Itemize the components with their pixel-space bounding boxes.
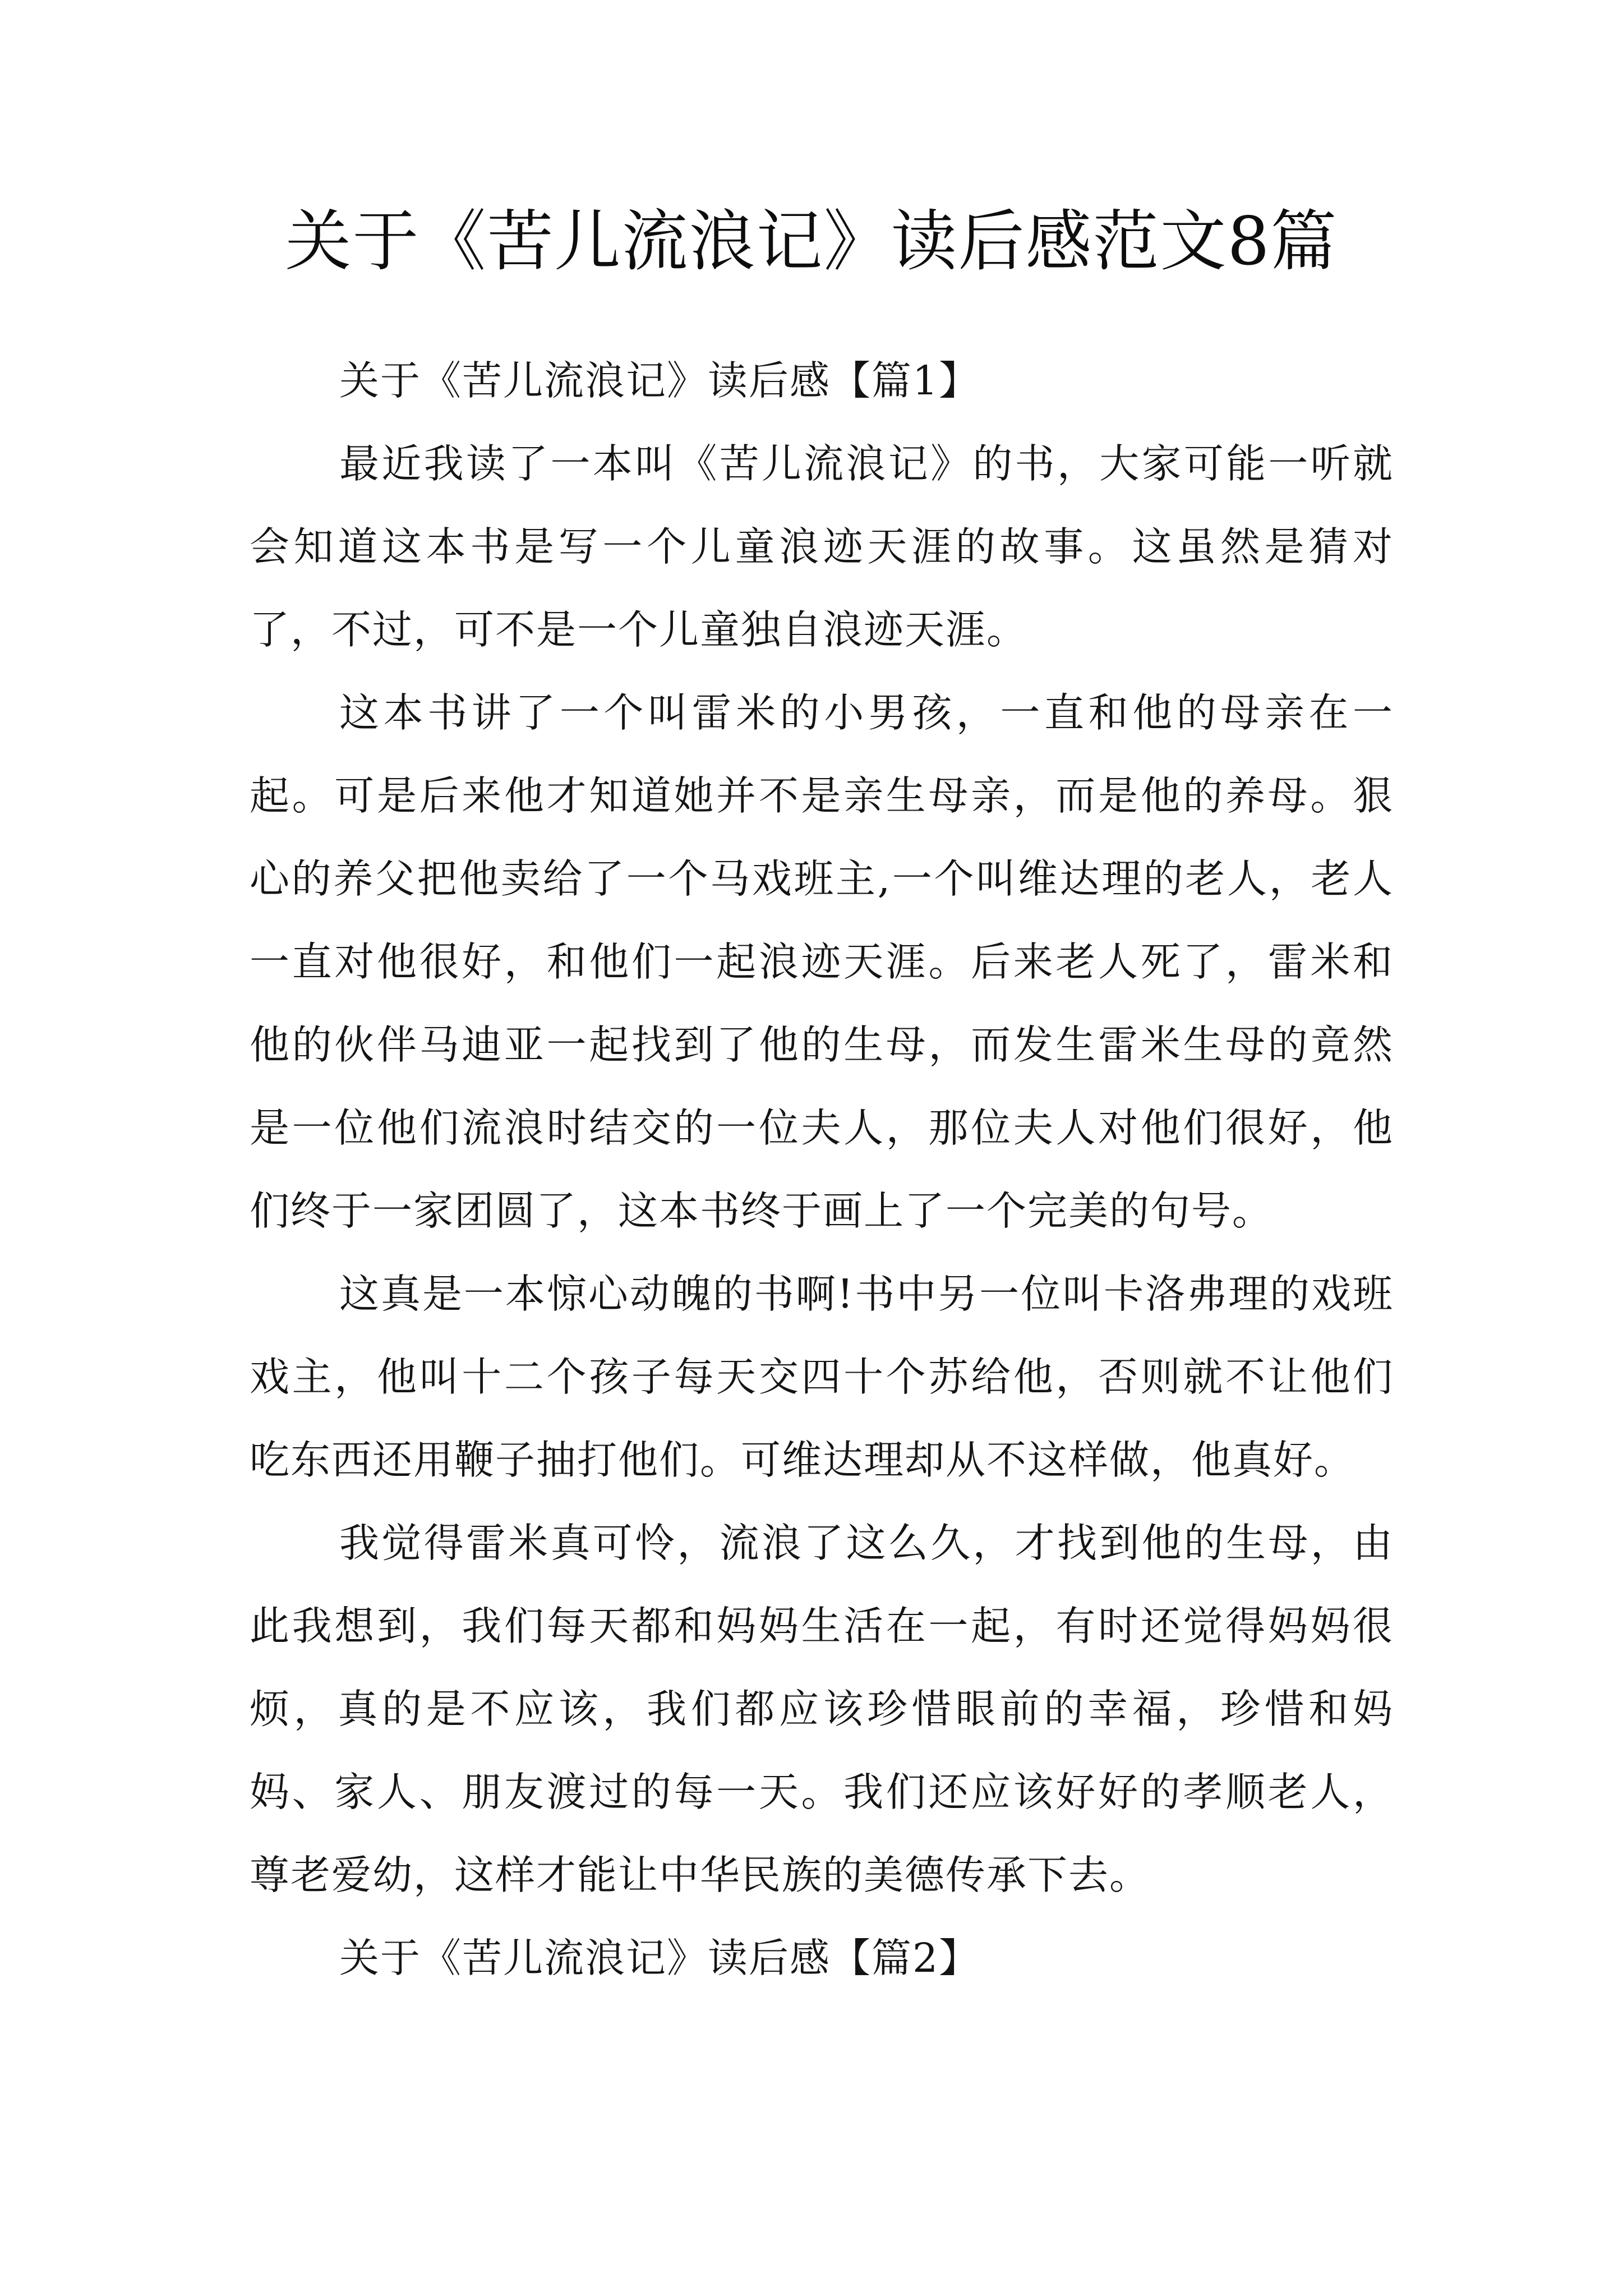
section-heading-1: 关于《苦儿流浪记》读后感【篇1】 bbox=[339, 357, 980, 404]
paragraph: 最近我读了一本叫《苦儿流浪记》的书，大家可能一听就会知道这本书是写一个儿童浪迹天涯的故事。这虽然是猜对了，不过，可不是一个儿童独自浪迹天涯。 bbox=[250, 440, 1394, 653]
document-body bbox=[250, 339, 1394, 2000]
section-heading-2: 关于《苦儿流浪记》读后感【篇2】 bbox=[339, 1935, 980, 1981]
paragraph: 我觉得雷米真可怜，流浪了这么久，才找到他的生母，由此我想到，我们每天都和妈妈生活在一起，有时还觉得妈妈很烦，真的是不应该，我们都应该珍惜眼前的幸福，珍惜和妈妈、家人、朋友渡过的每一天。我们还应该好好的孝顺老人，尊老爱幼，这样才能让中华民族的美德传承下去。 bbox=[250, 1520, 1394, 1898]
document-title: 关于《苦儿流浪记》读后感范文8篇 bbox=[285, 203, 1338, 280]
paragraph: 这本书讲了一个叫雷米的小男孩，一直和他的母亲在一起。可是后来他才知道她并不是亲生母亲，而是他的养母。狠心的养父把他卖给了一个马戏班主,一个叫维达理的老人，老人一直对他很好，和他们一起浪迹天涯。后来老人死了，雷米和他的伙伴马迪亚一起找到了他的生母，而发生雷米生母的竟然是一位他们流浪时结交的一位夫人，那位夫人对他们很好，他们终于一家团圆了，这本书终于画上了一个完美的句号。 bbox=[250, 689, 1394, 1234]
paragraph: 这真是一本惊心动魄的书啊!书中另一位叫卡洛弗理的戏班戏主，他叫十二个孩子每天交四十个苏给他，否则就不让他们吃东西还用鞭子抽打他们。可维达理却从不这样做，他真好。 bbox=[250, 1271, 1394, 1483]
